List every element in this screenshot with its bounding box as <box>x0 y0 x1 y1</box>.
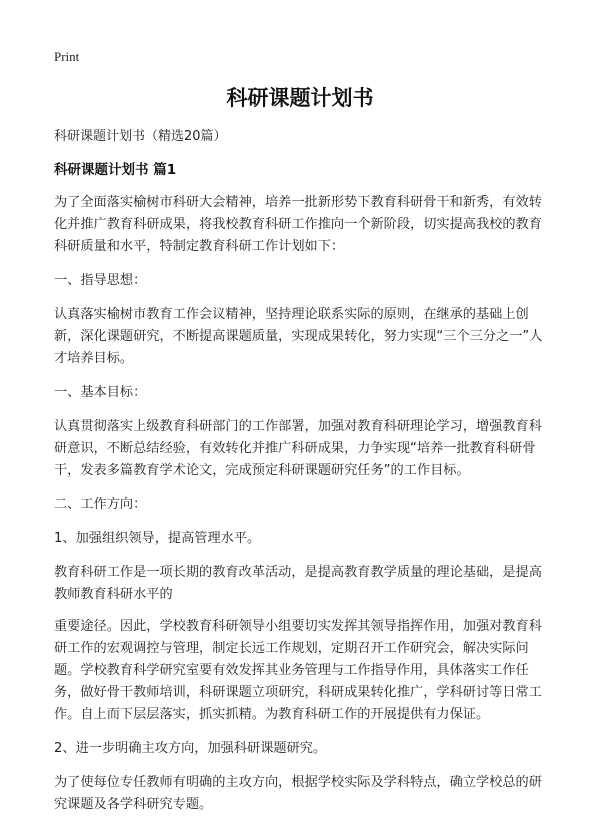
heading-work-direction: 二、工作方向： <box>54 497 147 512</box>
item-1-heading: 1、加强组织领导，提高管理水平。 <box>54 531 261 546</box>
paragraph-item-1-b: 重要途径。因此，学校教育科研领导小组要切实发挥其领导指挥作用，加强对教育科研工作的宏观调控与管理，制定长远工作规划，定期召开工作研究会，解决实际问题。学校教育科学研究室要有效发挥其业务管理与工作指导作用，具体落实工作任务，做好骨干教师培训，科研课题立项研究，科研成果转化推广，学科研讨等日常工作。自上而下层层落实，抓实抓精。为教育科研工作的开展提供有力保证。 <box>54 619 542 722</box>
paragraph-item-2: 为了使每位专任教师有明确的主攻方向，根据学校实际及学科特点，确立学校总的研究课题及各学科研究专题。 <box>54 775 542 812</box>
document-subtitle: 科研课题计划书（精选20篇） <box>54 129 227 144</box>
item-2-heading: 2、进一步明确主攻方向，加强科研课题研究。 <box>54 741 327 756</box>
paragraph-guiding-ideology: 认真落实榆树市教育工作会议精神，坚持理论联系实际的原则，在继承的基础上创新，深化课题研究，不断提高课题质量，实现成果转化，努力实现“三个三分之一”人才培养目标。 <box>54 307 543 366</box>
document-title: 科研课题计划书 <box>226 86 374 110</box>
print-link[interactable]: Print <box>54 49 80 64</box>
section-heading: 科研课题计划书 篇1 <box>54 162 177 178</box>
paragraph-intro: 为了全面落实榆树市科研大会精神，培养一批新形势下教育科研骨干和新秀，有效转化并推广教育科研成果，将我校教育科研工作推向一个新阶段，切实提高我校的教育科研质量和水平，特制定教育科研工作计划如下： <box>54 195 542 254</box>
paragraph-basic-goals: 认真贯彻落实上级教育科研部门的工作部署，加强对教育科研理论学习，增强教育科研意识，不断总结经验，有效转化并推广科研成果，力争实现“培养一批教育科研骨干，发表多篇教育学术论文，完成预定科研课题研究任务”的工作目标。 <box>54 419 542 478</box>
paragraph-item-1-a: 教育科研工作是一项长期的教育改革活动，是提高教育教学质量的理论基础，是提高教师教育科研水平的 <box>54 565 542 602</box>
heading-guiding-ideology: 一、指导思想： <box>54 273 147 288</box>
heading-basic-goals: 一、基本目标： <box>54 385 147 400</box>
